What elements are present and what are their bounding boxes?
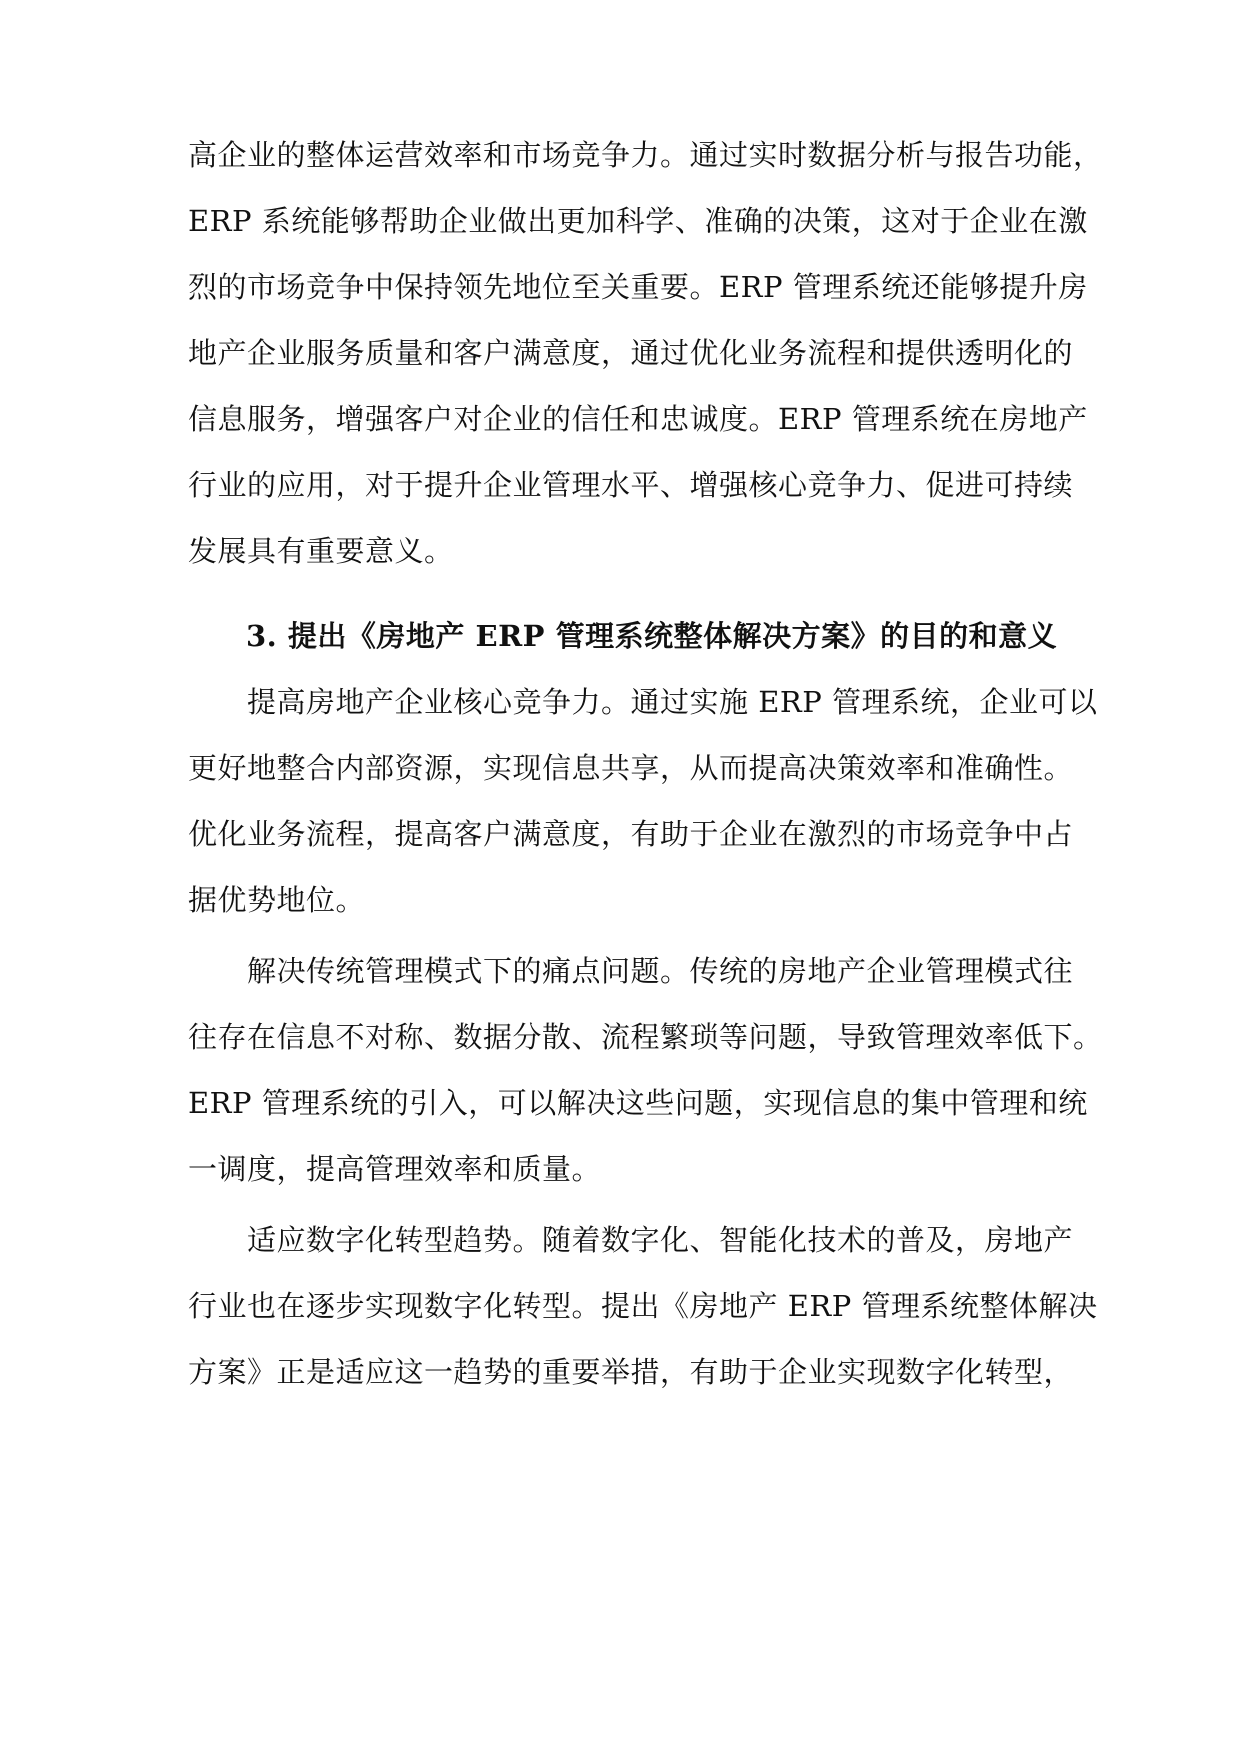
paragraph-line: 发展具有重要意义。 — [188, 534, 454, 568]
paragraph-line: 行业的应用，对于提升企业管理水平、增强核心竞争力、促进可持续 — [188, 468, 1074, 502]
paragraph-line: 烈的市场竞争中保持领先地位至关重要。ERP 管理系统还能够提升房 — [188, 270, 1088, 304]
paragraph-line: 行业也在逐步实现数字化转型。提出《房地产 ERP 管理系统整体解决 — [188, 1289, 1098, 1323]
paragraph-line: 提高房地产企业核心竞争力。通过实施 ERP 管理系统，企业可以 — [188, 685, 1098, 719]
paragraph-line: 据优势地位。 — [188, 883, 366, 917]
paragraph-line: 高企业的整体运营效率和市场竞争力。通过实时数据分析与报告功能， — [188, 138, 1103, 172]
paragraph-line: ERP 管理系统的引入，可以解决这些问题，实现信息的集中管理和统 — [188, 1086, 1088, 1120]
paragraph-line: 适应数字化转型趋势。随着数字化、智能化技术的普及，房地产 — [188, 1223, 1074, 1257]
paragraph-line: 往存在信息不对称、数据分散、流程繁琐等问题，导致管理效率低下。 — [188, 1020, 1103, 1054]
paragraph-line: 一调度，提高管理效率和质量。 — [188, 1152, 602, 1186]
paragraph-line: 优化业务流程，提高客户满意度，有助于企业在激烈的市场竞争中占 — [188, 817, 1074, 851]
paragraph-line: 信息服务，增强客户对企业的信任和忠诚度。ERP 管理系统在房地产 — [188, 402, 1088, 436]
section-heading: 3. 提出《房地产 ERP 管理系统整体解决方案》的目的和意义 — [246, 619, 1058, 653]
paragraph-line: 方案》正是适应这一趋势的重要举措，有助于企业实现数字化转型， — [188, 1355, 1074, 1389]
paragraph-line: 地产企业服务质量和客户满意度，通过优化业务流程和提供透明化的 — [188, 336, 1074, 370]
paragraph-line: ERP 系统能够帮助企业做出更加科学、准确的决策，这对于企业在激 — [188, 204, 1088, 238]
paragraph-line: 解决传统管理模式下的痛点问题。传统的房地产企业管理模式往 — [188, 954, 1074, 988]
paragraph-line: 更好地整合内部资源，实现信息共享，从而提高决策效率和准确性。 — [188, 751, 1074, 785]
